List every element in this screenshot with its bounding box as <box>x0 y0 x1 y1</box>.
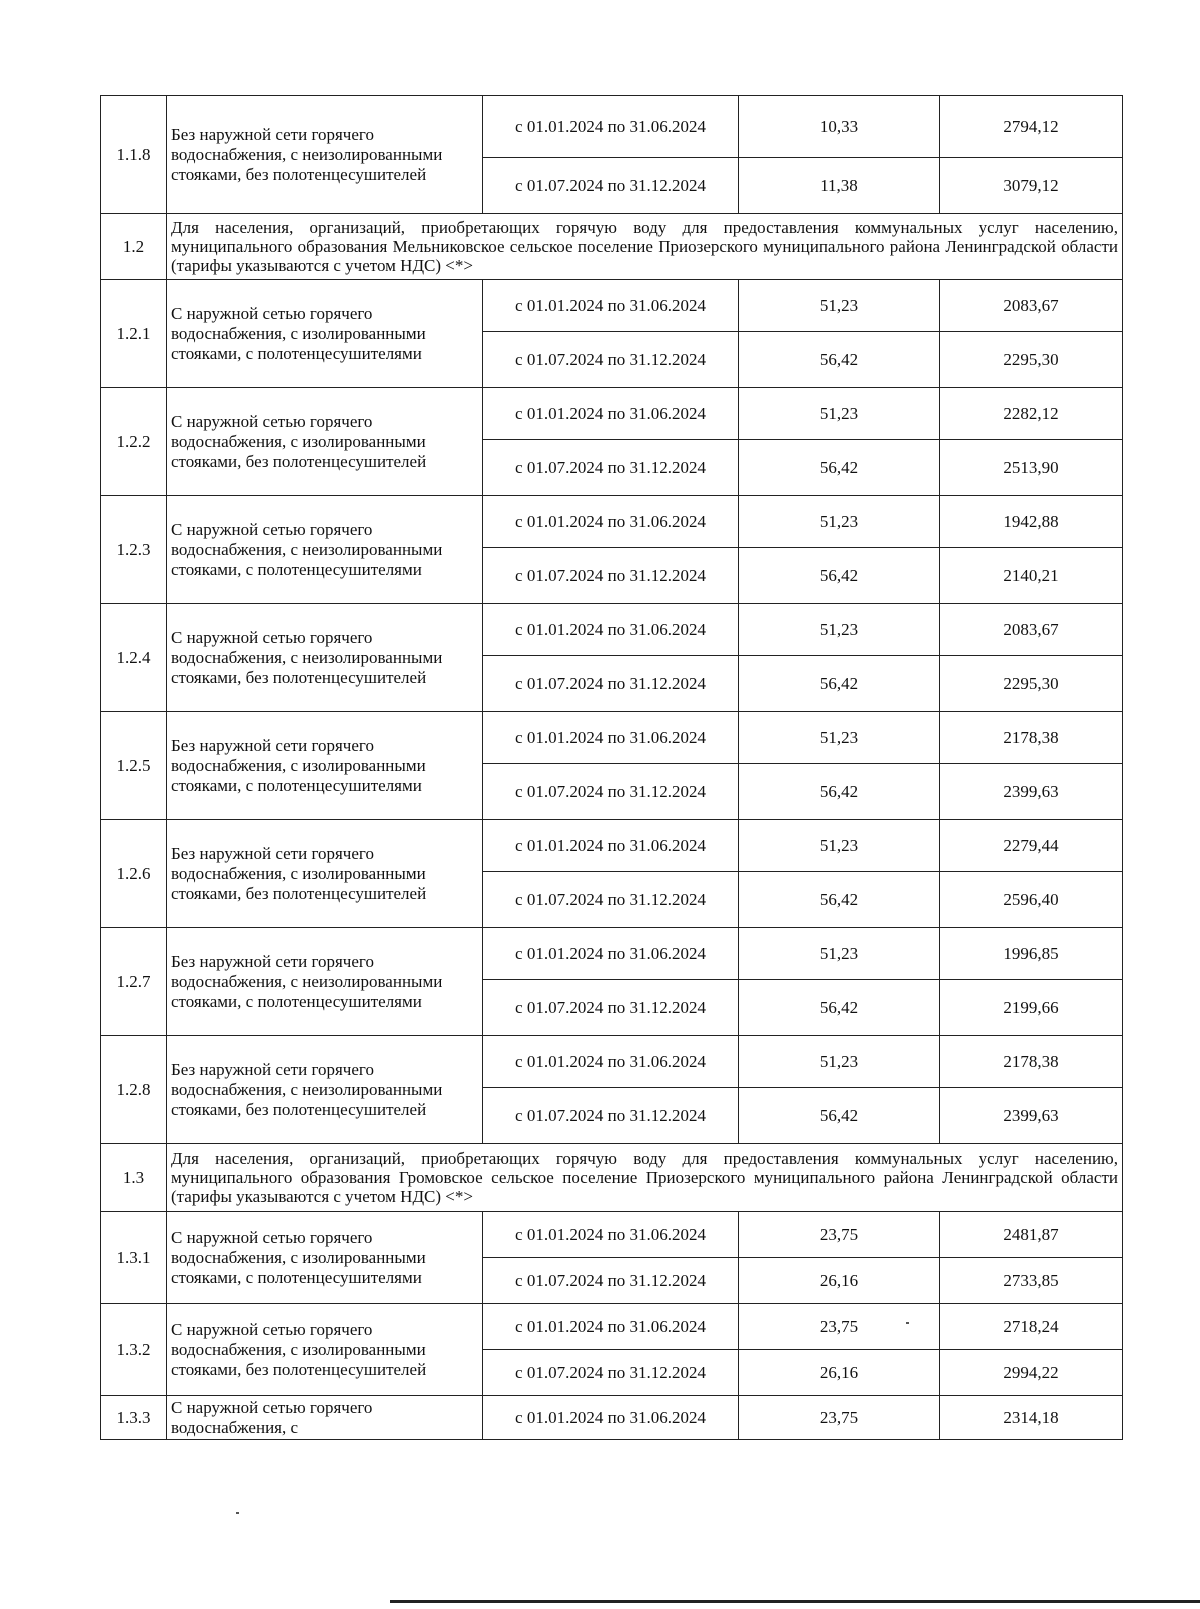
tariff-value-cell: 51,23 <box>739 820 940 872</box>
period-cell: с 01.01.2024 по 31.06.2024 <box>483 1396 739 1440</box>
group-header-row <box>101 214 1123 280</box>
item-number: 1.2.5 <box>101 712 167 820</box>
tariff-table <box>100 95 1123 1440</box>
period-cell: с 01.01.2024 по 31.06.2024 <box>483 712 739 764</box>
item-number: 1.2.6 <box>101 820 167 928</box>
item-description: С наружной сетью горячего водоснабжения, с неизолированными стояками, без полотенцесушителей <box>167 604 483 712</box>
item-description: Без наружной сети горячего водоснабжения, с неизолированными стояками, без полотенцесушителей <box>167 1036 483 1144</box>
period-cell: с 01.07.2024 по 31.12.2024 <box>483 872 739 928</box>
tariff-total-cell: 2282,12 <box>940 388 1123 440</box>
tariff-total-cell: 2314,18 <box>940 1396 1123 1440</box>
tariff-value-cell: 10,33 <box>739 96 940 158</box>
period-cell: с 01.01.2024 по 31.06.2024 <box>483 96 739 158</box>
tariff-value-cell: 56,42 <box>739 980 940 1036</box>
tariff-table-body <box>101 96 1123 1440</box>
tariff-row <box>101 1304 1123 1350</box>
period-cell: с 01.07.2024 по 31.12.2024 <box>483 332 739 388</box>
tariff-total-cell: 2513,90 <box>940 440 1123 496</box>
tariff-total-cell: 2295,30 <box>940 656 1123 712</box>
period-cell: с 01.07.2024 по 31.12.2024 <box>483 1350 739 1396</box>
tariff-row <box>101 1212 1123 1258</box>
tariff-value-cell: 51,23 <box>739 388 940 440</box>
item-description: С наружной сетью горячего водоснабжения, с изолированными стояками, без полотенцесушителей <box>167 388 483 496</box>
group-number: 1.3 <box>101 1144 167 1212</box>
period-cell: с 01.07.2024 по 31.12.2024 <box>483 440 739 496</box>
tariff-value-cell: 51,23 <box>739 1036 940 1088</box>
tariff-value-cell: 56,42 <box>739 872 940 928</box>
tariff-total-cell: 1996,85 <box>940 928 1123 980</box>
group-description: Для населения, организаций, приобретающих горячую воду для предоставления коммунальных услуг населению, муниципального образования Громовское сельское поселение Приозерского муниципального района Ленинградской области (тарифы указываются с учетом НДС) <*> <box>167 1144 1123 1212</box>
group-number: 1.2 <box>101 214 167 280</box>
tariff-row <box>101 96 1123 158</box>
tariff-value-cell: 51,23 <box>739 712 940 764</box>
group-header-row <box>101 1144 1123 1212</box>
item-description: С наружной сетью горячего водоснабжения, с изолированными стояками, с полотенцесушителями <box>167 1212 483 1304</box>
tariff-row <box>101 928 1123 980</box>
period-cell: с 01.01.2024 по 31.06.2024 <box>483 1212 739 1258</box>
item-number: 1.3.1 <box>101 1212 167 1304</box>
tariff-row <box>101 712 1123 764</box>
item-description: С наружной сетью горячего водоснабжения, с <box>167 1396 483 1440</box>
tariff-row <box>101 388 1123 440</box>
item-number: 1.3.3 <box>101 1396 167 1440</box>
tariff-value-cell: 51,23 <box>739 604 940 656</box>
tariff-value-cell: 51,23 <box>739 928 940 980</box>
tariff-value-cell: 56,42 <box>739 332 940 388</box>
tariff-total-cell: 1942,88 <box>940 496 1123 548</box>
tariff-total-cell: 2279,44 <box>940 820 1123 872</box>
period-cell: с 01.07.2024 по 31.12.2024 <box>483 158 739 214</box>
tariff-row <box>101 496 1123 548</box>
tariff-total-cell: 2399,63 <box>940 764 1123 820</box>
tariff-value-cell: 26,16 <box>739 1258 940 1304</box>
tariff-total-cell: 2794,12 <box>940 96 1123 158</box>
item-number: 1.2.8 <box>101 1036 167 1144</box>
tariff-total-cell: 2295,30 <box>940 332 1123 388</box>
period-cell: с 01.01.2024 по 31.06.2024 <box>483 1304 739 1350</box>
period-cell: с 01.07.2024 по 31.12.2024 <box>483 1088 739 1144</box>
tariff-total-cell: 2199,66 <box>940 980 1123 1036</box>
item-number: 1.2.2 <box>101 388 167 496</box>
tariff-row <box>101 1036 1123 1088</box>
period-cell: с 01.07.2024 по 31.12.2024 <box>483 980 739 1036</box>
item-description: С наружной сетью горячего водоснабжения, с изолированными стояками, с полотенцесушителями <box>167 280 483 388</box>
tariff-row <box>101 1396 1123 1440</box>
tariff-total-cell: 2718,24 <box>940 1304 1123 1350</box>
item-number: 1.2.3 <box>101 496 167 604</box>
period-cell: с 01.01.2024 по 31.06.2024 <box>483 820 739 872</box>
period-cell: с 01.07.2024 по 31.12.2024 <box>483 764 739 820</box>
tariff-value-cell: 23,75 <box>739 1396 940 1440</box>
tariff-value-cell: 23,75 <box>739 1304 940 1350</box>
period-cell: с 01.01.2024 по 31.06.2024 <box>483 280 739 332</box>
tariff-total-cell: 2178,38 <box>940 712 1123 764</box>
period-cell: с 01.01.2024 по 31.06.2024 <box>483 1036 739 1088</box>
tariff-total-cell: 2733,85 <box>940 1258 1123 1304</box>
tariff-value-cell: 51,23 <box>739 496 940 548</box>
tariff-total-cell: 3079,12 <box>940 158 1123 214</box>
period-cell: с 01.07.2024 по 31.12.2024 <box>483 548 739 604</box>
period-cell: с 01.01.2024 по 31.06.2024 <box>483 388 739 440</box>
item-description: Без наружной сети горячего водоснабжения, с изолированными стояками, с полотенцесушителями <box>167 712 483 820</box>
tariff-value-cell: 56,42 <box>739 440 940 496</box>
item-number: 1.2.4 <box>101 604 167 712</box>
period-cell: с 01.07.2024 по 31.12.2024 <box>483 1258 739 1304</box>
item-description: Без наружной сети горячего водоснабжения, с изолированными стояками, без полотенцесушителей <box>167 820 483 928</box>
tariff-total-cell: 2083,67 <box>940 604 1123 656</box>
tariff-value-cell: 51,23 <box>739 280 940 332</box>
tariff-value-cell: 11,38 <box>739 158 940 214</box>
tariff-value-cell: 56,42 <box>739 764 940 820</box>
scan-speck <box>906 1322 909 1324</box>
item-description: С наружной сетью горячего водоснабжения, с неизолированными стояками, с полотенцесушителями <box>167 496 483 604</box>
tariff-total-cell: 2083,67 <box>940 280 1123 332</box>
item-number: 1.2.1 <box>101 280 167 388</box>
period-cell: с 01.01.2024 по 31.06.2024 <box>483 604 739 656</box>
tariff-total-cell: 2481,87 <box>940 1212 1123 1258</box>
tariff-row <box>101 604 1123 656</box>
group-description: Для населения, организаций, приобретающих горячую воду для предоставления коммунальных услуг населению, муниципального образования Мельниковское сельское поселение Приозерского муниципального района Ленинградской области (тарифы указываются с учетом НДС) <*> <box>167 214 1123 280</box>
tariff-value-cell: 56,42 <box>739 656 940 712</box>
tariff-value-cell: 56,42 <box>739 1088 940 1144</box>
tariff-total-cell: 2596,40 <box>940 872 1123 928</box>
scan-speck <box>236 1512 239 1514</box>
item-description: С наружной сетью горячего водоснабжения, с изолированными стояками, без полотенцесушителей <box>167 1304 483 1396</box>
tariff-value-cell: 26,16 <box>739 1350 940 1396</box>
tariff-total-cell: 2399,63 <box>940 1088 1123 1144</box>
item-number: 1.2.7 <box>101 928 167 1036</box>
period-cell: с 01.01.2024 по 31.06.2024 <box>483 496 739 548</box>
page-bottom-edge <box>390 1600 1200 1603</box>
item-description: Без наружной сети горячего водоснабжения, с неизолированными стояками, с полотенцесушителями <box>167 928 483 1036</box>
tariff-row <box>101 820 1123 872</box>
tariff-total-cell: 2994,22 <box>940 1350 1123 1396</box>
tariff-value-cell: 23,75 <box>739 1212 940 1258</box>
item-number: 1.3.2 <box>101 1304 167 1396</box>
tariff-value-cell: 56,42 <box>739 548 940 604</box>
item-description: Без наружной сети горячего водоснабжения, с неизолированными стояками, без полотенцесушителей <box>167 96 483 214</box>
item-number: 1.1.8 <box>101 96 167 214</box>
tariff-total-cell: 2140,21 <box>940 548 1123 604</box>
tariff-row <box>101 280 1123 332</box>
period-cell: с 01.01.2024 по 31.06.2024 <box>483 928 739 980</box>
period-cell: с 01.07.2024 по 31.12.2024 <box>483 656 739 712</box>
tariff-total-cell: 2178,38 <box>940 1036 1123 1088</box>
